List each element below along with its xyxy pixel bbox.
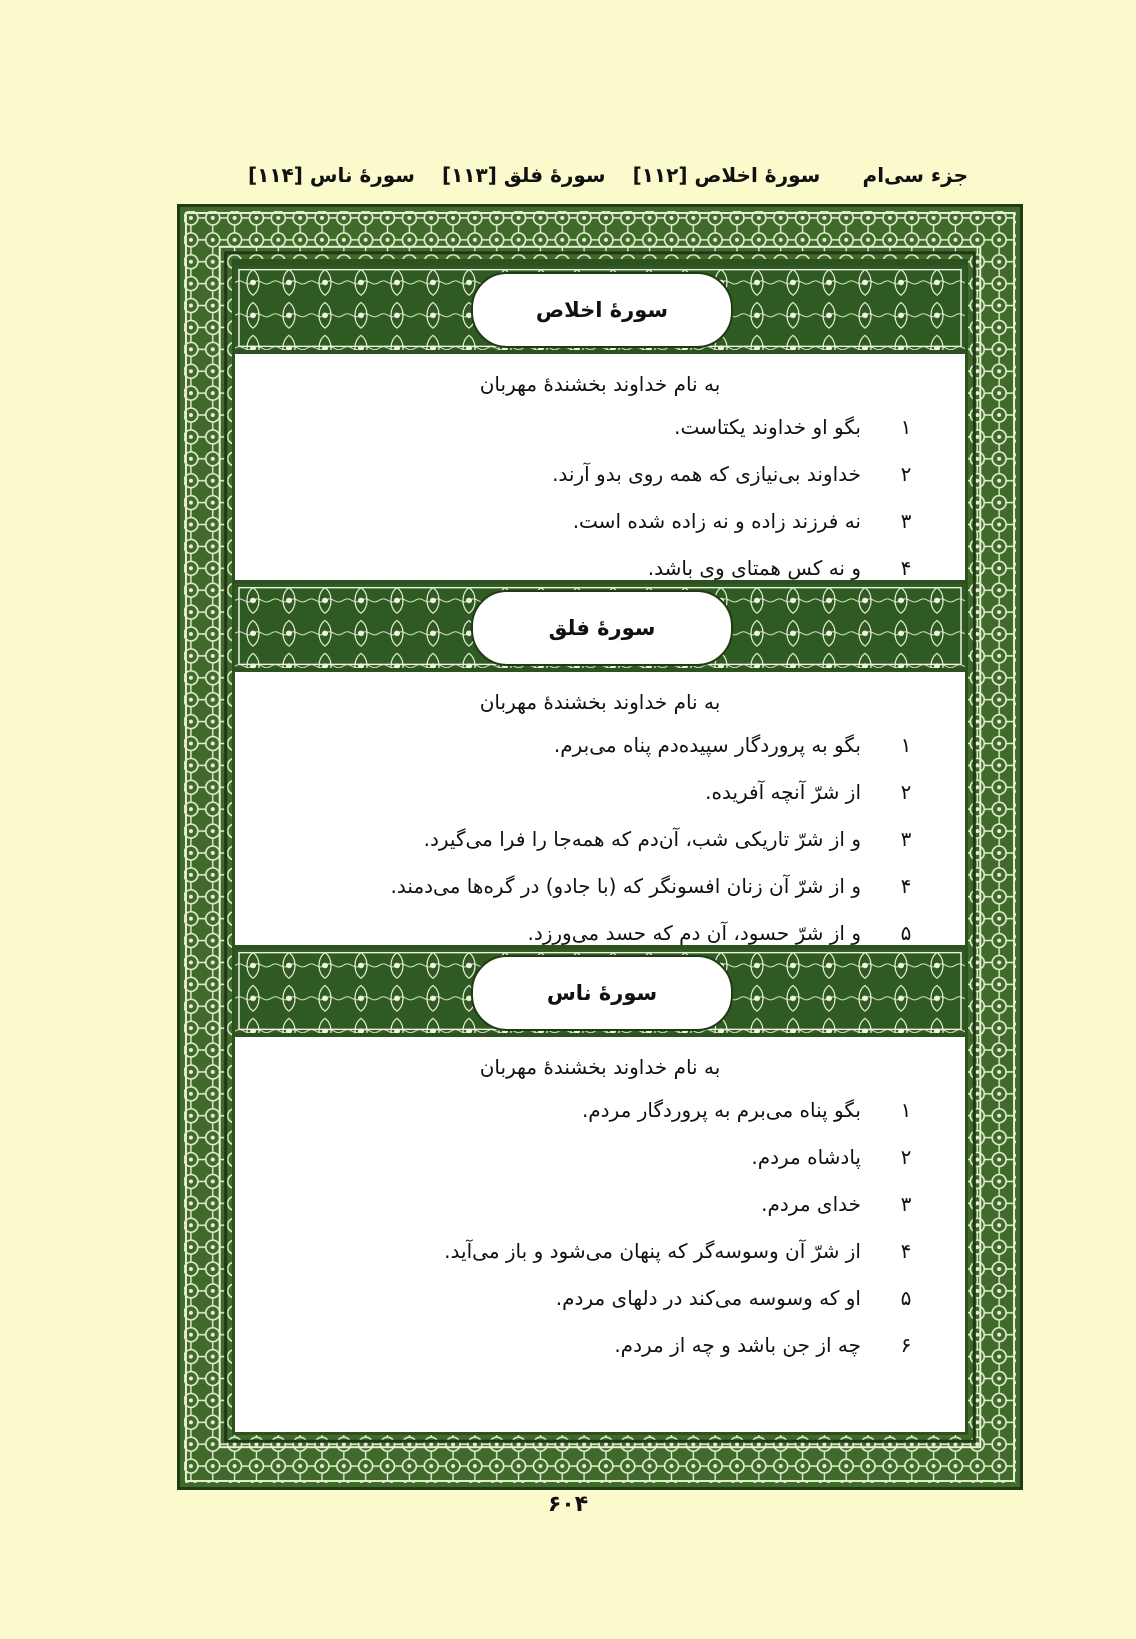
running-header xyxy=(228,163,968,199)
verse-text: و از شرّ تاریکی شب، آن‌دم که همه‌جا را فرا می‌گیرد. xyxy=(423,827,861,851)
verse-number: ۲ xyxy=(900,1145,912,1169)
verse-text: خدای مردم. xyxy=(761,1192,861,1216)
basmala: به نام خداوند بخشندهٔ مهربان xyxy=(479,1055,721,1079)
verse-text: از شرّ آن وسوسه‌گر که پنهان می‌شود و باز می‌آید. xyxy=(444,1239,861,1263)
verse xyxy=(235,1275,965,1322)
ornamental-frame xyxy=(177,204,1023,1490)
page-content xyxy=(232,259,968,1435)
verse-text: از شرّ آنچه آفریده. xyxy=(705,780,861,804)
verse-number: ۳ xyxy=(900,509,912,533)
verse xyxy=(235,1134,965,1181)
verse-text: چه از جن باشد و چه از مردم. xyxy=(614,1333,861,1357)
surah-banner-falaq xyxy=(235,580,965,672)
verse-number: ۱ xyxy=(900,415,912,439)
header-surah-list xyxy=(228,163,820,187)
verse-number: ۲ xyxy=(900,462,912,486)
surah-banner-ikhlas xyxy=(235,262,965,354)
verse xyxy=(235,722,965,769)
verse xyxy=(235,1322,965,1369)
header-surah-112: سورهٔ اخلاص [۱۱۲] xyxy=(632,163,821,187)
page-number: ۶۰۴ xyxy=(547,1492,589,1517)
surah-title-nas: سورهٔ ناس xyxy=(471,955,733,1031)
verse xyxy=(235,816,965,863)
verse xyxy=(235,1181,965,1228)
verse-number: ۱ xyxy=(900,733,912,757)
verse-text: بگو پناه می‌برم به پروردگار مردم. xyxy=(581,1098,861,1122)
verse-text: بگو به پروردگار سپیده‌دم پناه می‌برم. xyxy=(553,733,861,757)
verse-text: و از شرّ آن زنان افسونگر که (با جادو) در گره‌ها می‌دمند. xyxy=(390,874,861,898)
verse-text: او که وسوسه می‌کند در دلهای مردم. xyxy=(555,1286,861,1310)
surah-falaq xyxy=(235,672,965,957)
surah-nas xyxy=(235,1037,965,1369)
verse-text: خداوند بی‌نیازی که همه روی بدو آرند. xyxy=(552,462,861,486)
verse-number: ۳ xyxy=(900,1192,912,1216)
verse xyxy=(235,769,965,816)
basmala: به نام خداوند بخشندهٔ مهربان xyxy=(479,690,721,714)
verse-number: ۴ xyxy=(900,874,912,898)
verse-text: بگو او خداوند یکتاست. xyxy=(674,415,861,439)
verse-number: ۲ xyxy=(900,780,912,804)
surah-title-falaq: سورهٔ فلق xyxy=(471,590,733,666)
verse-text: پادشاه مردم. xyxy=(751,1145,861,1169)
verse-number: ۶ xyxy=(900,1333,912,1357)
verse-text: و از شرّ حسود، آن دم که حسد می‌ورزد. xyxy=(527,921,861,945)
verse-number: ۱ xyxy=(900,1098,912,1122)
verse xyxy=(235,1087,965,1134)
verse-number: ۵ xyxy=(900,1286,912,1310)
verse-number: ۴ xyxy=(900,1239,912,1263)
verse xyxy=(235,451,965,498)
verse-text: نه فرزند زاده و نه زاده شده است. xyxy=(572,509,861,533)
header-surah-113: سورهٔ فلق [۱۱۳] xyxy=(441,163,606,187)
header-surah-114: سورهٔ ناس [۱۱۴] xyxy=(248,163,415,187)
verse xyxy=(235,498,965,545)
verse-number: ۴ xyxy=(900,556,912,580)
verse-text: و نه کس همتای وی باشد. xyxy=(647,556,861,580)
surah-banner-nas xyxy=(235,945,965,1037)
basmala: به نام خداوند بخشندهٔ مهربان xyxy=(479,372,721,396)
verse-number: ۵ xyxy=(900,921,912,945)
verse xyxy=(235,404,965,451)
verse xyxy=(235,863,965,910)
verse xyxy=(235,1228,965,1275)
surah-title-ikhlas: سورهٔ اخلاص xyxy=(471,272,733,348)
surah-ikhlas xyxy=(235,354,965,592)
juz-label: جزء سی‌ام xyxy=(862,163,968,187)
verse-number: ۳ xyxy=(900,827,912,851)
